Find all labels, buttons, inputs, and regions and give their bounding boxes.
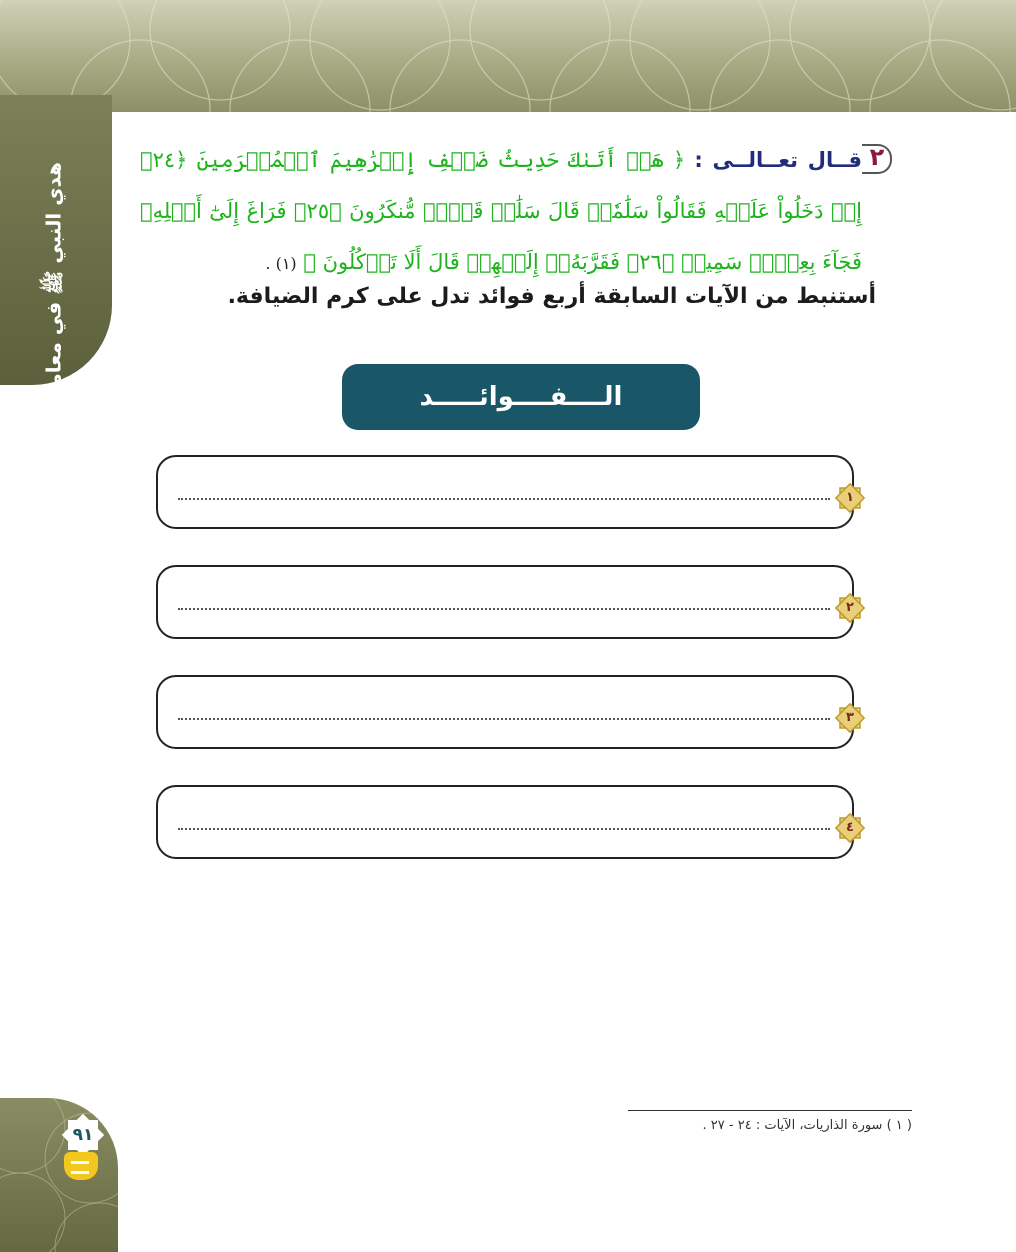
chapter-side-tab [0, 95, 112, 508]
verse-text: ﴿ هَلۡ أَتَىٰكَ حَدِيثُ ضَيۡفِ إِبۡرَٰهِيمَ ٱلۡمُكۡرَمِينَ ﴿٢٤﴾ إِذۡ دَخَلُواْ عَلَيۡهِ فَقَالُواْ سَلَٰمٗاۖ قَالَ سَلَٰمٞ قَوۡمٞ مُّنكَرُونَ ﴿٢٥﴾ فَرَاغَ إِلَىٰٓ أَهۡلِهِۦ فَجَآءَ بِعِجۡلٖ سَمِينٖ ﴿٢٦﴾ فَقَرَّبَهُۥٓ إِلَيۡهِمۡ قَالَ أَلَا تَأۡكُلُونَ ﴾ [140, 148, 862, 274]
benefit-number: ٤ [846, 820, 854, 835]
page-number: ٩١ [72, 1125, 94, 1145]
benefit-number: ١ [846, 490, 854, 505]
question-number: ٢ [860, 140, 894, 174]
dotted-line [178, 498, 830, 500]
octagram-star-icon [834, 702, 866, 734]
dotted-line [178, 608, 830, 610]
publisher-logo-icon [64, 1152, 98, 1180]
header-band [0, 0, 1016, 112]
benefit-number: ٣ [846, 710, 854, 725]
answer-field-4[interactable] [156, 785, 854, 859]
quran-verse [140, 135, 862, 289]
footnote-mark: (١) . [265, 254, 297, 273]
answer-field-1[interactable] [156, 455, 854, 529]
answer-field-2[interactable] [156, 565, 854, 639]
chapter-title: هدي النبي ﷺ في معاملة الناس (٢) [41, 162, 66, 508]
instruction-text: أستنبط من الآيات السابقة أربع فوائد تدل على كرم الضيافة. [227, 284, 876, 309]
benefit-number: ٢ [846, 600, 854, 615]
benefits-header: الــــفــــوائـــــد [342, 364, 700, 430]
octagram-star-icon [834, 482, 866, 514]
verse-intro: قــال تعــالــى : [694, 148, 862, 172]
dotted-line [178, 828, 830, 830]
footnote: ( ١ ) سورة الذاريات، الآيات : ٢٤ - ٢٧ . [702, 1118, 912, 1133]
footnote-divider [628, 1110, 912, 1111]
octagram-star-icon [834, 812, 866, 844]
octagram-star-icon [834, 592, 866, 624]
answer-field-3[interactable] [156, 675, 854, 749]
geometric-pattern [0, 0, 1016, 112]
dotted-line [178, 718, 830, 720]
